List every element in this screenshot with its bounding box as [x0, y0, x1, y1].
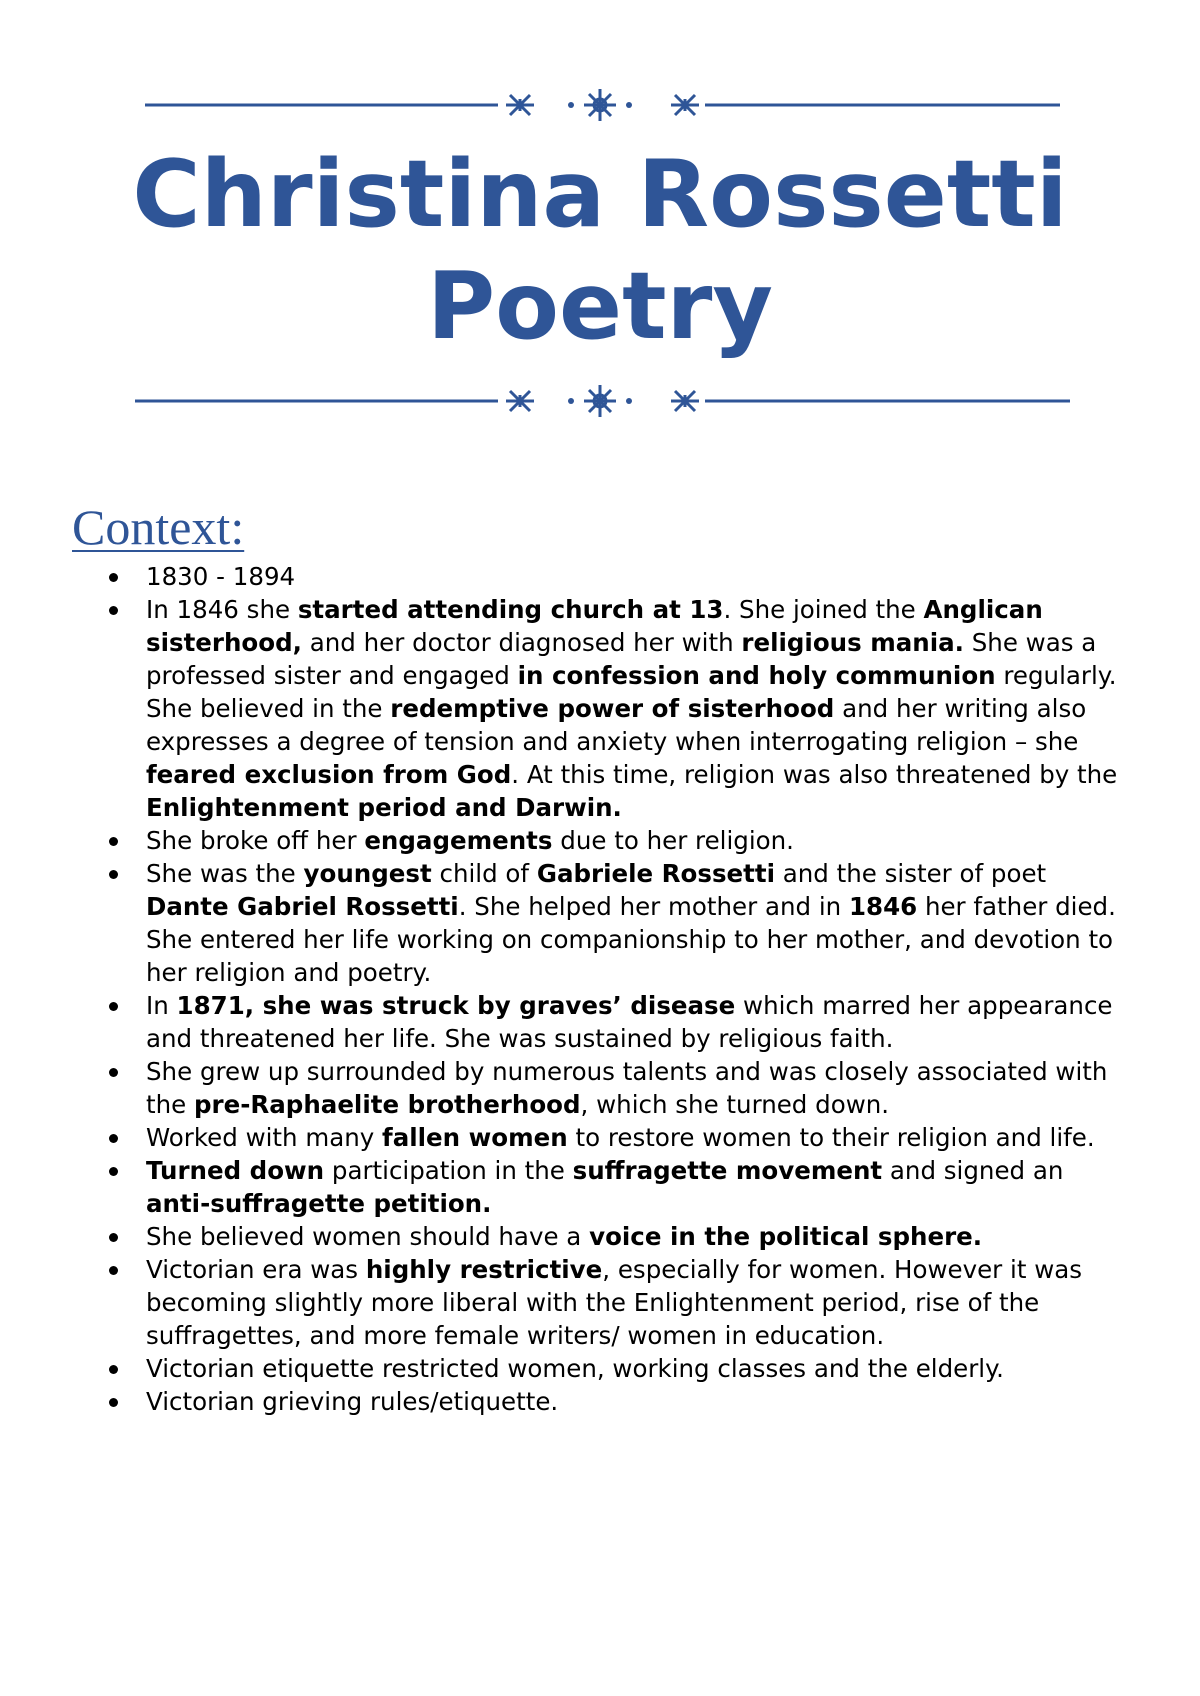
list-item [0, 593, 1200, 824]
bullet-dot-icon [109, 1365, 118, 1374]
text-segment: to restore women to their religion and life. [567, 1123, 1095, 1152]
bullet-dot-icon [109, 870, 118, 879]
bold-text-segment: Turned down [146, 1156, 325, 1185]
text-segment: In [146, 991, 177, 1020]
bold-text-segment: engagements [364, 826, 553, 855]
text-segment: . She joined the [723, 595, 924, 624]
bullet-dot-icon [109, 1398, 118, 1407]
text-segment: her father died. She entered her life working on companionship to her mother, and devotion to her religion and poetry. [146, 892, 1116, 987]
bold-text-segment: pre-Raphaelite brotherhood [194, 1090, 581, 1119]
bullet-dot-icon [109, 1134, 118, 1143]
list-item [0, 560, 1200, 593]
text-segment: Worked with many [146, 1123, 383, 1152]
text-segment: and her writing also expresses a degree of tension and anxiety when interrogating religion – she [146, 694, 1087, 756]
text-segment: and her doctor diagnosed her with [301, 628, 742, 657]
text-segment: which marred her appearance and threatened her life. She was sustained by religious faith. [146, 991, 1113, 1053]
text-segment: She broke off her [146, 826, 365, 855]
context-heading: Context: [72, 499, 245, 555]
list-item [0, 824, 1200, 857]
bullet-dot-icon [109, 606, 118, 615]
text-segment: In 1846 she [146, 595, 298, 624]
text-segment: due to her religion. [552, 826, 794, 855]
snowflake-icon [584, 385, 616, 417]
bold-text-segment: 1871, she was struck by graves’ disease [176, 991, 736, 1020]
text-segment: and signed an [882, 1156, 1064, 1185]
text-segment: , especially for women. However it was becoming slightly more liberal with the Enlightenment period, rise of the suffragettes, and more female writers/ women in education. [146, 1255, 1083, 1350]
bold-text-segment: Gabriele Rossetti [536, 859, 775, 888]
bold-text-segment: fallen women [382, 1123, 568, 1152]
text-segment: and the sister of poet [774, 859, 1047, 888]
bullet-dot-icon [109, 1233, 118, 1242]
list-item [0, 989, 1200, 1055]
text-segment: child of [431, 859, 537, 888]
page-title [0, 138, 1200, 362]
bold-text-segment: feared exclusion from God [146, 760, 512, 789]
text-segment: She was a professed sister and engaged [146, 628, 1097, 690]
list-item [0, 1352, 1200, 1385]
bullet-dot-icon [109, 837, 118, 846]
bold-text-segment: youngest [303, 859, 432, 888]
text-segment: Victorian era was [146, 1255, 366, 1284]
text-segment: regularly. She believed in the [146, 661, 1117, 723]
bold-text-segment: anti-suffragette petition. [146, 1189, 492, 1218]
title-line-2: Poetry [426, 252, 774, 360]
list-item [0, 1055, 1200, 1121]
list-item [0, 1154, 1200, 1220]
list-item [0, 1253, 1200, 1352]
divider-ornament [0, 380, 1200, 420]
list-item [0, 1121, 1200, 1154]
text-segment: . She helped her mother and in [458, 892, 849, 921]
text-segment: 1830 - 1894 [146, 562, 296, 591]
bullet-dot-icon [109, 1167, 118, 1176]
bullet-dot-icon [109, 1266, 118, 1275]
text-segment: Victorian etiquette restricted women, working classes and the elderly. [146, 1354, 1004, 1383]
list-item [0, 1385, 1200, 1418]
asterisk-snowflake-icon [506, 95, 534, 115]
text-segment: She believed women should have a [146, 1222, 590, 1251]
asterisk-snowflake-icon [671, 391, 699, 411]
text-segment: participation in the [324, 1156, 573, 1185]
context-bullet-list [0, 560, 1200, 1418]
asterisk-snowflake-icon [506, 391, 534, 411]
title-line-1: Christina Rossetti [132, 140, 1068, 248]
text-segment: . At this time, religion was also threatened by the [511, 760, 1118, 789]
bold-text-segment: in confession and holy communion [517, 661, 996, 690]
bold-text-segment: Dante Gabriel Rossetti [146, 892, 459, 921]
bold-text-segment: religious mania. [741, 628, 964, 657]
bold-text-segment: 1846 [848, 892, 918, 921]
text-segment: , which she turned down. [580, 1090, 890, 1119]
bold-text-segment: highly restrictive [365, 1255, 603, 1284]
bold-text-segment: voice in the political sphere. [589, 1222, 983, 1251]
bold-text-segment: Anglican sisterhood, [146, 595, 1043, 657]
bold-text-segment: redemptive power of sisterhood [390, 694, 835, 723]
list-item [0, 857, 1200, 989]
bold-text-segment: Enlightenment period and Darwin. [146, 793, 622, 822]
top-divider [0, 84, 1200, 124]
list-item [0, 1220, 1200, 1253]
bottom-divider [0, 380, 1200, 420]
bullet-dot-icon [109, 1068, 118, 1077]
text-segment: She grew up surrounded by numerous talents and was closely associated with the [146, 1057, 1108, 1119]
bullet-dot-icon [109, 573, 118, 582]
bullet-dot-icon [109, 1002, 118, 1011]
text-segment: Victorian grieving rules/etiquette. [146, 1387, 559, 1416]
asterisk-snowflake-icon [671, 95, 699, 115]
bold-text-segment: started attending church at 13 [297, 595, 724, 624]
divider-ornament [0, 84, 1200, 124]
snowflake-icon [584, 89, 616, 121]
bold-text-segment: suffragette movement [572, 1156, 883, 1185]
text-segment: She was the [146, 859, 304, 888]
